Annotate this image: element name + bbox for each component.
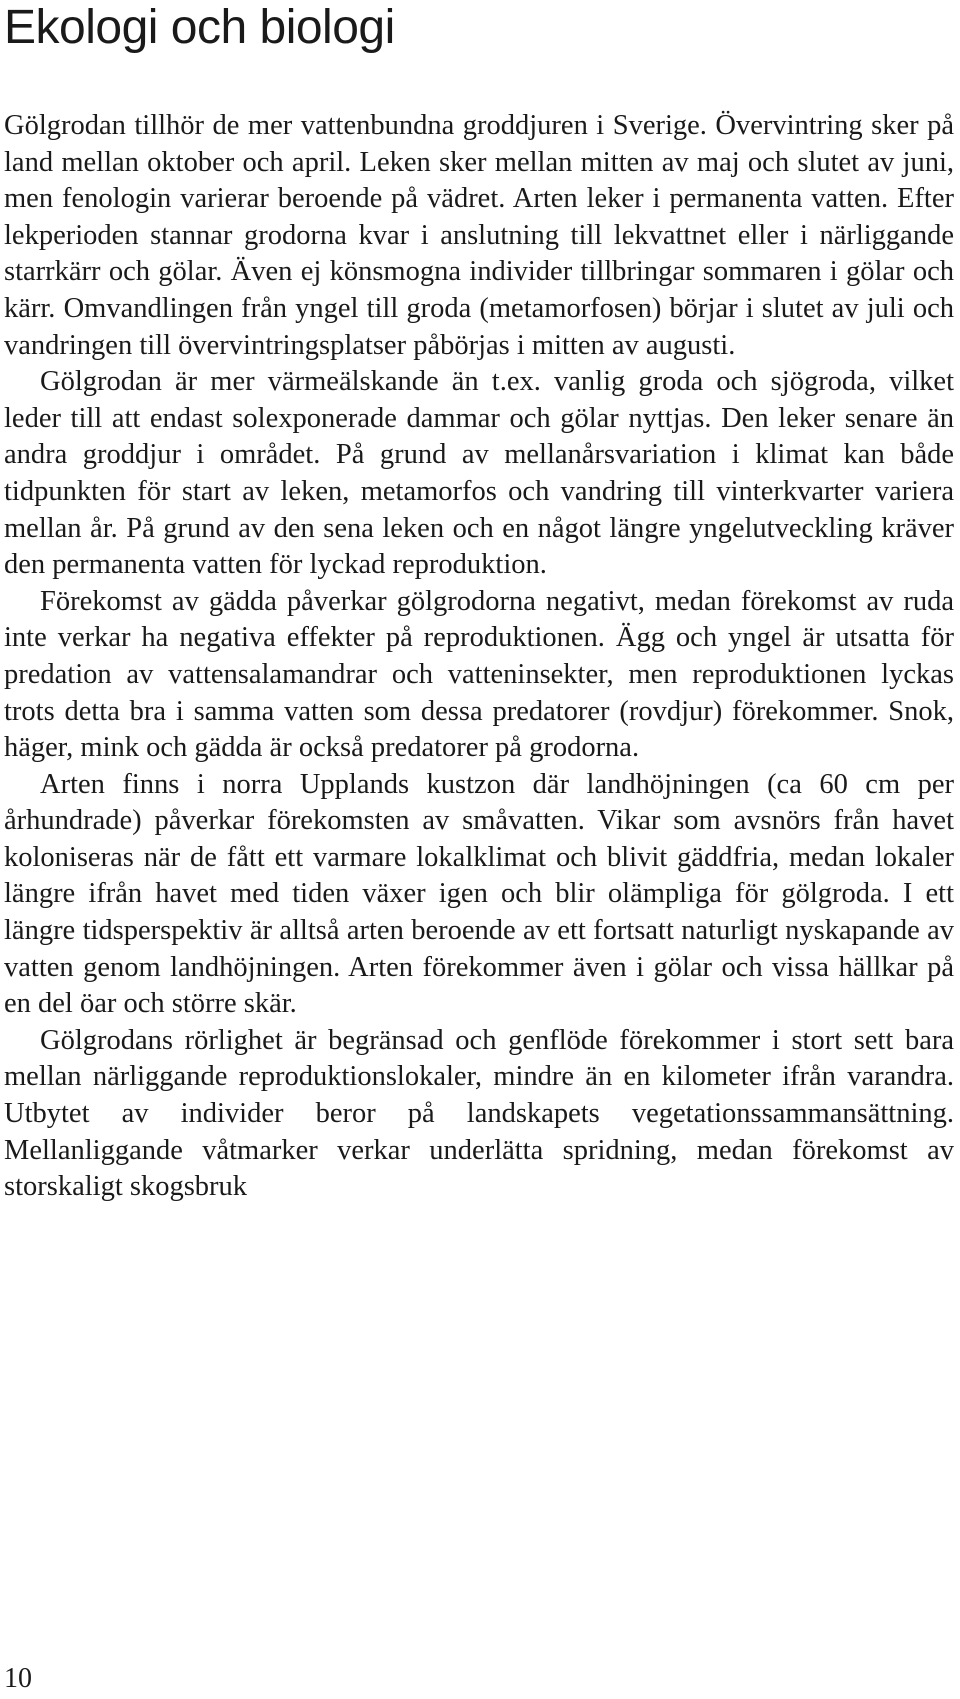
paragraph-3: Förekomst av gädda påverkar gölgrodorna negativt, medan förekomst av ruda inte verkar ha negativa effekter på reproduktionen. Ägg och yngel är utsatta för predation av vattensalamandrar och vatteninsekter, men reproduktionen lyckas trots detta bra i samma vatten som dessa predatorer (rovdjur) förekommer. Snok, häger, mink och gädda är också predatorer på grodorna. xyxy=(4,585,954,764)
page-number: 10 xyxy=(4,1663,32,1694)
paragraph-1: Gölgrodan tillhör de mer vattenbundna groddjuren i Sverige. Övervintring sker på land mellan oktober och april. Leken sker mellan mitten av maj och slutet av juni, men fenologin varierar beroende på vädret. Arten leker i permanenta vatten. Efter lekperioden stannar grodorna kvar i anslutning till lekvattnet eller i närliggande starrkärr och gölar. Även ej könsmogna individer tillbringar sommaren i gölar och kärr. Omvandlingen från yngel till groda (metamorfosen) börjar i slutet av juli och vandringen till övervintringsplatser påbörjas i mitten av augusti. xyxy=(4,110,954,361)
paragraph-4: Arten finns i norra Upplands kustzon där landhöjningen (ca 60 cm per århundrade) påverkar förekomsten av småvatten. Vikar som avsnörs från havet koloniseras när de fått ett varmare lokalklimat och blivit gäddfria, medan lokaler längre ifrån havet med tiden växer igen och blir olämpliga för gölgroda. I ett längre tidsperspektiv är alltså arten beroende av ett fortsatt naturligt nyskapande av vatten genom landhöjningen. Arten förekommer även i gölar och vissa hällkar på en del öar och större skär. xyxy=(4,768,954,1020)
paragraph-2: Gölgrodan är mer värmeälskande än t.ex. vanlig groda och sjögroda, vilket leder till att endast solexponerade dammar och gölar nyttjas. Den leker senare än andra groddjur i området. På grund av mellanårsvariation i klimat kan både tidpunkten för start av leken, metamorfos och vandring till vinterkvarter variera mellan år. På grund av den sena leken och en något längre yngelutveckling kräver den permanenta vatten för lyckad reproduktion. xyxy=(4,366,954,581)
body-text xyxy=(4,108,954,1206)
paragraph-5: Gölgrodans rörlighet är begränsad och genflöde förekommer i stort sett bara mellan närliggande reproduktionslokaler, mindre än en kilometer ifrån varandra. Utbytet av individer beror på landskapets vegetationssammansättning. Mellanliggande våtmarker verkar underlätta spridning, medan förekomst av storskaligt skogsbruk xyxy=(4,1024,954,1203)
section-heading: Ekologi och biologi xyxy=(4,1,395,54)
